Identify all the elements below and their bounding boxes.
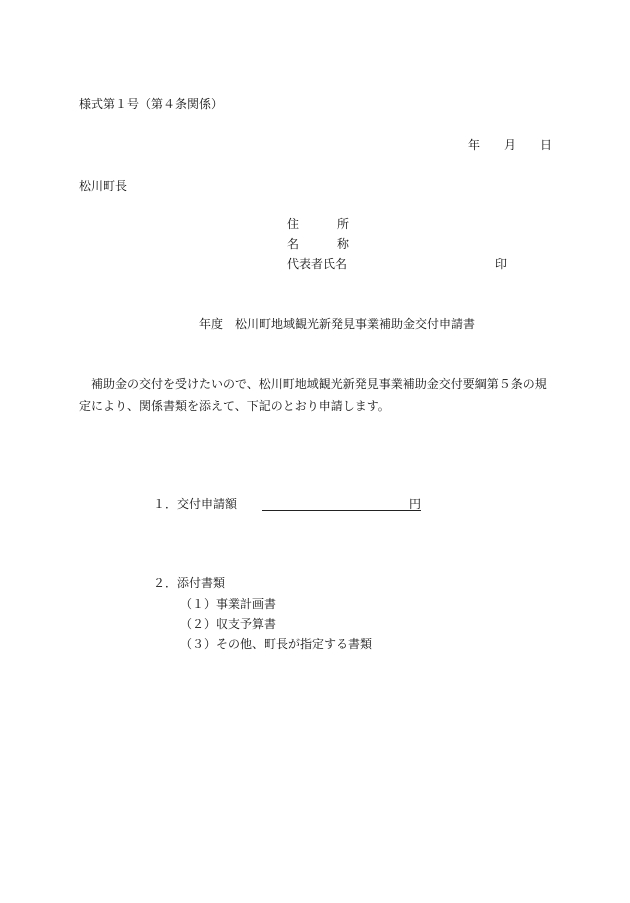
attachment-item: （１）事業計画書 [180, 597, 277, 611]
body-paragraph [79, 378, 559, 422]
amount-unit-underline [408, 510, 421, 511]
amount-input-line[interactable] [262, 510, 408, 511]
date-year: 年 [468, 138, 481, 152]
date-month: 月 [504, 138, 517, 152]
form-number: 様式第１号（第４条関係） [79, 97, 224, 111]
applicant-address-row [287, 218, 527, 238]
representative-label: 代表者氏名 [287, 257, 348, 271]
amount-unit: 円 [409, 497, 422, 511]
addressee: 松川町長 [79, 179, 128, 193]
seal-mark: 印 [495, 257, 508, 271]
document-title: 年度 松川町地域観光新発見事業補助金交付申請書 [199, 317, 476, 331]
date-line [468, 139, 552, 151]
applicant-name-row [287, 238, 527, 258]
date-day: 日 [540, 138, 553, 152]
address-label-char1: 住 [287, 217, 300, 231]
attachments-label: ２．添付書類 [153, 576, 226, 590]
name-label-char2: 称 [337, 237, 350, 251]
attachment-item: （３）その他、町長が指定する書類 [180, 637, 373, 651]
amount-label: １．交付申請額 [153, 497, 238, 511]
attachment-item: （２）収支予算書 [180, 617, 277, 631]
body-line-1: 補助金の交付を受けたいので、松川町地域観光新発見事業補助金交付要綱第５条の規 [79, 377, 547, 391]
name-label-char1: 名 [287, 237, 300, 251]
attachments-list [180, 598, 372, 658]
applicant-block [287, 218, 527, 278]
body-line-2: 定により、関係書類を添えて、下記のとおり申請します。 [79, 399, 390, 413]
address-label-char2: 所 [337, 217, 350, 231]
applicant-representative-row [287, 258, 527, 278]
